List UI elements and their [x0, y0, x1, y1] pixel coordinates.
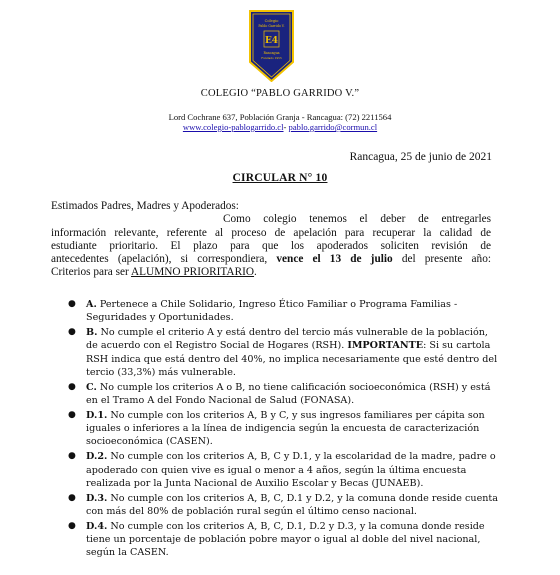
- intro-line-3: estudiante prioritario. El plazo para que los apoderados soliciten revisión de: [51, 239, 491, 252]
- criterion-text: : Si su cartola RSH indica que está dentro del 40%, no implica necesariamente que esté dentro del tercio (33,3%) más vulnerable.: [86, 340, 498, 378]
- salutation: Estimados Padres, Madres y Apoderados:: [51, 200, 239, 212]
- criterion-text: Pertenece a Chile Solidario, Ingreso Ético Familiar o Programa Familias - Seguridades y Oportunidades.: [86, 299, 458, 324]
- svg-text:Rancagua: Rancagua: [263, 51, 280, 55]
- website-link[interactable]: www.colegio-pablogarrido.cl: [182, 122, 284, 132]
- criterion-text: No cumple con los criterios A, B y C, y sus ingresos familiares per cápita son iguales o inferiores a la línea de indigencia según la encuesta de caracterización socioeconómica (CASEN).: [86, 409, 485, 448]
- criterion-text: No cumple los criterios A o B, no tiene calificación socioeconómica (RSH) y está en el Tramo A del Fondo Nacional de Salud (FONASA).: [86, 381, 491, 407]
- criterion-text: No cumple con los criterios A, B, C, D.1 y D.2, y la comuna donde reside cuenta con más del 80% de población rural según el último censo nacional.: [86, 492, 499, 517]
- criterion-key: B.: [86, 327, 98, 339]
- list-item: [58, 381, 500, 408]
- svg-text:E4: E4: [264, 36, 279, 46]
- svg-text:Fundado 1955: Fundado 1955: [261, 56, 282, 60]
- svg-text:Pablo Garrido V.: Pablo Garrido V.: [258, 24, 285, 28]
- priority-student-term: ALUMNO PRIORITARIO: [131, 266, 255, 279]
- bullet-icon: ●: [68, 451, 76, 462]
- intro-line-2: información relevante, referente al proceso de apelación para recuperar la calidad de: [51, 226, 491, 239]
- criterion-key: D.4.: [86, 520, 108, 532]
- circular-title: CIRCULAR N° 10: [232, 172, 328, 184]
- list-item: [58, 409, 500, 449]
- document-date: Rancagua, 25 de junio de 2021: [349, 151, 492, 163]
- intro-text: antecedentes (apelación), si correspondiera,: [51, 253, 277, 266]
- criterion-key: D.3.: [86, 492, 108, 504]
- bullet-icon: ●: [68, 327, 76, 338]
- school-address-block: [0, 112, 560, 132]
- intro-text: del presente año:: [392, 253, 491, 266]
- intro-text: Criterios para ser: [51, 266, 131, 279]
- intro-line-1: Como colegio tenemos el deber de entregarles: [223, 213, 491, 226]
- criterion-key: D.2.: [86, 451, 108, 463]
- list-item: [58, 326, 500, 379]
- svg-text:Colegio: Colegio: [264, 19, 279, 23]
- criteria-list: [58, 298, 500, 561]
- bullet-icon: ●: [68, 409, 76, 420]
- criterion-text: No cumple con los criterios A, B, C y D.1, y la escolaridad de la madre, padre o apoderado con quien vive es igual o menor a 4 años, según la última encuesta realizada por la Junta Nacional de Auxilio Escolar y Becas (JUNAEB).: [86, 451, 496, 489]
- contact-line: [0, 122, 560, 132]
- intro-line-4: [51, 253, 491, 266]
- intro-line-5: [51, 266, 491, 279]
- bullet-icon: ●: [68, 492, 76, 503]
- school-crest-logo: [249, 10, 294, 82]
- bullet-icon: ●: [68, 381, 76, 392]
- bullet-icon: ●: [68, 299, 76, 309]
- letter-body: [51, 200, 491, 280]
- criterion-text: No cumple el criterio A y está dentro del tercio más vulnerable de la población, de acuerdo con el Registro Social de Hogares (RSH).: [86, 327, 488, 352]
- criterion-text: No cumple con los criterios A, B, C, D.1, D.2 y D.3, y la comuna donde reside tiene un porcentaje de población pobre mayor o igual al doble del nivel nacional, según la CASEN.: [86, 520, 485, 559]
- school-name: COLEGIO “PABLO GARRIDO V.”: [200, 88, 360, 99]
- intro-text: .: [254, 266, 257, 279]
- criterion-key: D.1.: [86, 409, 108, 421]
- criterion-key: C.: [86, 381, 97, 393]
- list-item: [58, 520, 500, 560]
- list-item: [58, 450, 500, 490]
- list-item: [58, 298, 500, 325]
- contact-separator: -: [283, 122, 289, 132]
- address-line: Lord Cochrane 637, Población Granja - Rancagua: (72) 2211564: [168, 112, 392, 122]
- deadline-text: vence el 13 de julio: [276, 253, 393, 266]
- email-link[interactable]: pablo.garrido@cormun.cl: [288, 122, 378, 132]
- important-label: IMPORTANTE: [347, 340, 424, 352]
- bullet-icon: ●: [68, 520, 76, 531]
- list-item: [58, 492, 500, 519]
- criterion-key: A.: [86, 299, 97, 310]
